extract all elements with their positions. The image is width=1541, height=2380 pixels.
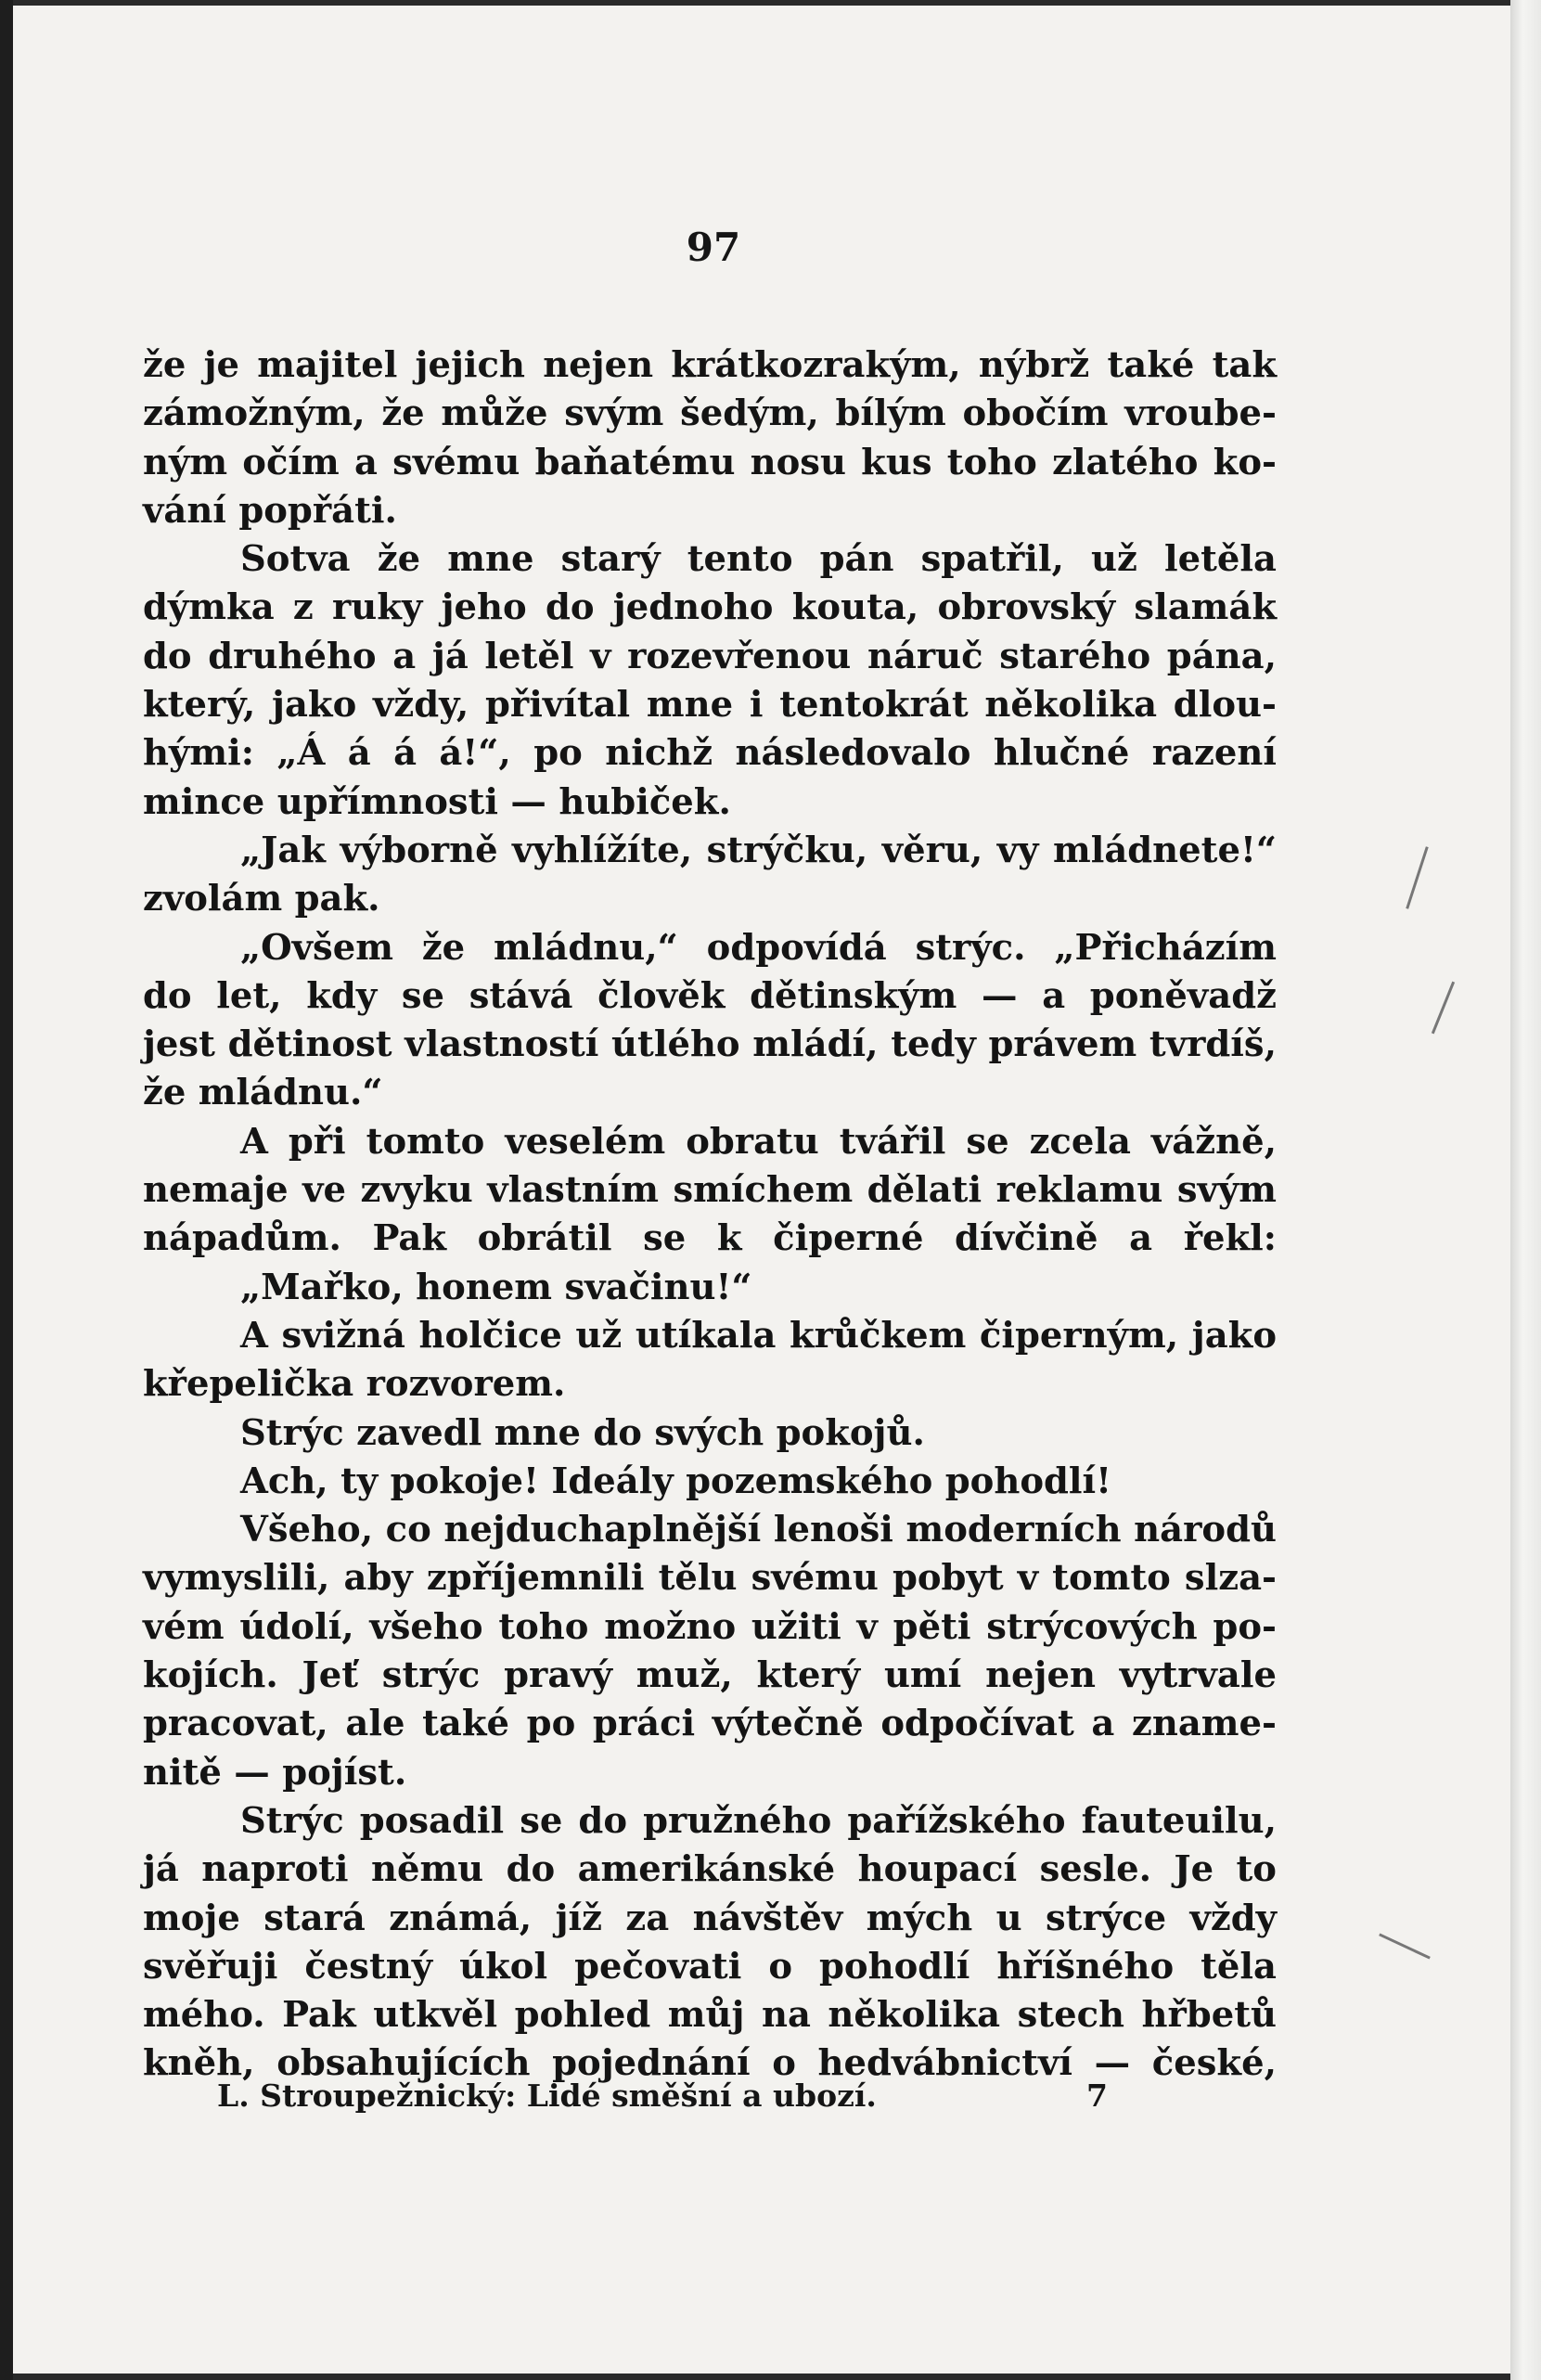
book-page — [13, 6, 1510, 2374]
text-line: kojích. Jeť strýc pravý muž, který umí nejen vytrvale — [143, 1654, 1277, 1697]
text-line: křepelička rozvorem. — [143, 1363, 566, 1406]
text-line: nápadům. Pak obrátil se k čiperné dívčině a řekl: — [143, 1217, 1277, 1260]
text-line: A svižná holčice už utíkala krůčkem čiperným, jako — [240, 1314, 1277, 1357]
scan-right-edge — [1510, 0, 1541, 2380]
text-line: vymyslili, aby zpříjemnili tělu svému pobyt v tomto slza- — [143, 1557, 1277, 1600]
text-line: „Ovšem že mládnu,“ odpovídá strýc. „Přicházím — [240, 926, 1277, 969]
text-line: pracovat, ale také po práci výtečně odpočívat a zname- — [143, 1703, 1277, 1745]
text-line: nemaje ve zvyku vlastním smíchem dělati reklamu svým — [143, 1169, 1277, 1212]
text-line: A při tomto veselém obratu tvářil se zcela vážně, — [240, 1120, 1277, 1163]
text-line: Ach, ty pokoje! Ideály pozemského pohodlí! — [240, 1460, 1112, 1502]
text-line: hými: „Á á á á!“, po nichž následovalo hlučné razení — [143, 732, 1277, 775]
margin-mark — [1406, 846, 1428, 909]
text-line: vání popřáti. — [143, 489, 397, 532]
text-line: zvolám pak. — [143, 878, 380, 920]
footer-sheet-number: 7 — [1086, 2078, 1108, 2114]
text-line: mince upřímnosti — hubiček. — [143, 780, 731, 823]
body-text — [143, 341, 1277, 2089]
text-line: nitě — pojíst. — [143, 1751, 407, 1794]
page-number: 97 — [686, 225, 741, 270]
text-line: Všeho, co nejduchaplnější lenoši moderních národů — [240, 1509, 1277, 1551]
text-line: jest dětinost vlastností útlého mládí, tedy právem tvrdíš, — [143, 1023, 1277, 1066]
text-line: do let, kdy se stává člověk dětinským — a poněvadž — [143, 974, 1277, 1017]
text-line: svěřuji čestný úkol pečovati o pohodlí hříšného těla — [143, 1945, 1277, 1988]
text-line: ným očím a svému baňatému nosu kus toho zlatého ko- — [143, 441, 1277, 483]
text-line: zámožným, že může svým šedým, bílým obočím vroube- — [143, 392, 1277, 435]
text-line: Sotva že mne starý tento pán spatřil, už letěla — [240, 538, 1277, 581]
text-line: že mládnu.“ — [143, 1072, 383, 1114]
margin-mark — [1432, 982, 1455, 1035]
margin-mark — [1379, 1933, 1431, 1959]
page-footer — [217, 2078, 1108, 2114]
text-line: že je majitel jejich nejen krátkozrakým, nýbrž také tak — [143, 344, 1277, 386]
text-line: já naproti němu do amerikánské houpací sesle. Je to — [143, 1848, 1277, 1891]
text-line: „Jak výborně vyhlížíte, strýčku, věru, vy mládnete!“ — [240, 829, 1277, 871]
text-line: kněh, obsahujících pojednání o hedvábnictví — české, — [143, 2042, 1277, 2085]
text-line: který, jako vždy, přivítal mne i tentokrát několika dlou- — [143, 684, 1277, 727]
text-line: „Mařko, honem svačinu!“ — [240, 1266, 752, 1308]
text-line: moje stará známá, jíž za návštěv mých u strýce vždy — [143, 1897, 1277, 1939]
text-line: mého. Pak utkvěl pohled můj na několika stech hřbetů — [143, 1994, 1277, 2037]
text-line: Strýc zavedl mne do svých pokojů. — [240, 1411, 925, 1454]
scan-left-edge — [0, 0, 13, 2380]
footer-signature: L. Stroupežnický: Lidé směšní a ubozí. — [217, 2078, 877, 2114]
text-line: Strýc posadil se do pružného pařížského fauteuilu, — [240, 1799, 1277, 1842]
text-line: dýmka z ruky jeho do jednoho kouta, obrovský slamák — [143, 586, 1277, 629]
text-line: do druhého a já letěl v rozevřenou náruč starého pána, — [143, 635, 1277, 677]
text-line: vém údolí, všeho toho možno užiti v pěti strýcových po- — [143, 1605, 1277, 1648]
